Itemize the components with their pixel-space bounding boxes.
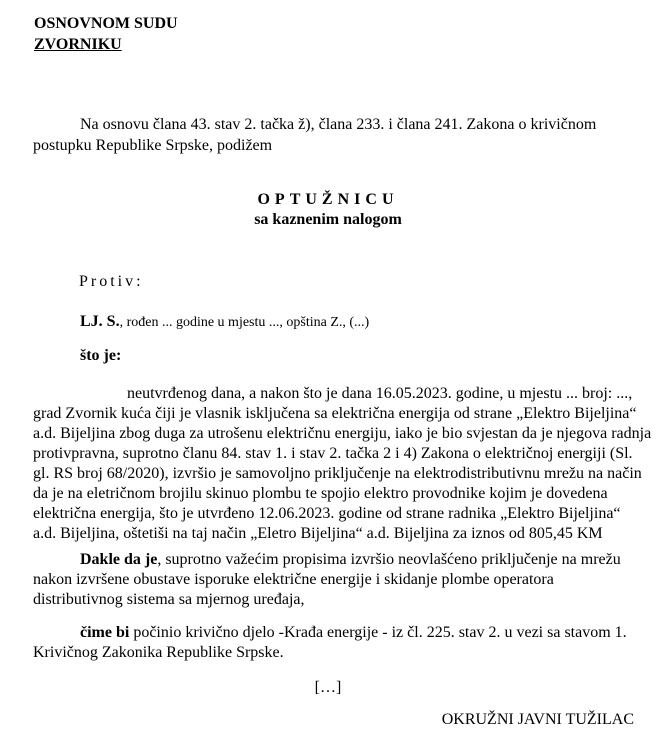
defendant-line [80,313,369,331]
conclusion-line [33,550,633,570]
conclusion-lead: Dakle da je [80,551,158,568]
intro-paragraph [33,114,638,156]
defendant-initials: LJ. S. [80,313,120,330]
offense-paragraph [33,623,633,663]
omission-marker: […] [314,679,342,696]
offense-line: Krivičnog Zakonika Republike Srpske. [33,644,284,661]
defendant-details: , rođen ... godine u mjestu ..., opština Z., (...) [119,315,370,330]
facts-line: električna energija, što je utvrđeno 12.06.2023. godine od strane radnika „Elektro Bijeljina“ [33,505,621,522]
document-subtitle: sa kaznenim nalogom [254,211,402,228]
facts-line: da je na eletričnom brojilu skinuo plombu te spojio elektro provodnike kojim je dovedena [33,485,608,502]
protiv-label: Protiv: [79,273,144,290]
conclusion-line: distributivnog sistema sa mjernog uređaja, [33,591,305,608]
facts-line: a.d. Bijeljina, oštetiši na taj način „Eletro Bijeljina“ a.d. Bijeljina za iznos od 805,45 KM [33,525,603,542]
conclusion-paragraph [33,550,633,610]
offense-lead: čime bi [80,624,130,641]
facts-line: grad Zvornik kuća čiji je vlasnik isključena sa električna energija od strane „Elektro Bijeljina“ [33,405,637,422]
facts-line: neutvrđenog dana, a nakon što je dana 16.05.2023. godine, u mjestu ... broj: ..., [127,385,633,402]
sto-je-label: što je: [80,347,122,364]
facts-paragraph [33,384,652,544]
offense-line [33,623,633,643]
conclusion-line1-rest: , suprotno važećim propisima izvršio neovlašćeno priključenje na mrežu [157,551,621,568]
facts-line: a.d. Bijeljina zbog duga za utrošenu električnu energiju, iako je bio svjestan da je njegova radnja [33,425,652,442]
facts-line: gl. RS broj 68/2020), izvršio je samovoljno priključenje na elektrodistributivnu mrežu na način [33,465,642,482]
facts-line: protivpravna, suprotno članu 84. stav 1. i stav 2. tačka 2 i 4) Zakona o električnoj energiji (Sl. [33,445,633,462]
prosecutor-signature: OKRUŽNI JAVNI TUŽILAC [441,711,634,728]
document-title: OPTUŽNICU [257,191,399,208]
recipient-court-line2: ZVORNIKU [34,36,122,53]
intro-line: Na osnovu člana 43. stav 2. tačka ž), člana 233. i člana 241. Zakona o krivičnom [80,116,597,133]
recipient-court-line1: OSNOVNOM SUDU [34,15,178,32]
conclusion-line: nakon izvršene obustave isporuke električne energije i skidanje plombe operatora [33,571,554,588]
offense-line1-rest: počinio krivično djelo -Krađa energije - iz čl. 225. stav 2. u vezi sa stavom 1. [129,624,627,641]
intro-line: postupku Republike Srpske, podižem [33,137,273,154]
